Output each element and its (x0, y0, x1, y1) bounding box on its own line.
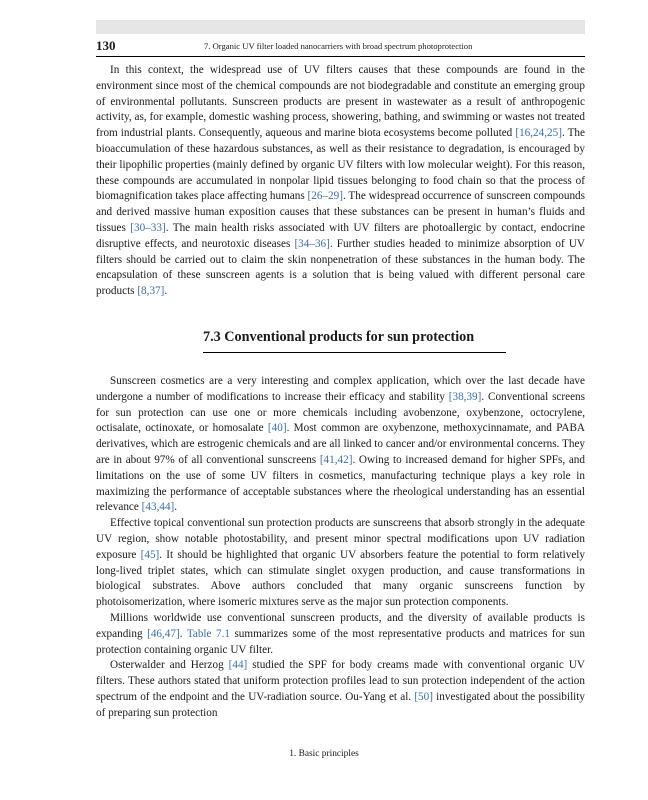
text-run: . Further studies headed to minimize absorption of UV filters should be carried out to claim the skin nonpenetration of these substances in the human body. The encapsulation of these sunscreen agents is a solution that is being valued with different personal care products (96, 237, 585, 298)
citation-link[interactable]: [44] (228, 659, 248, 672)
citation-link[interactable]: [16,24,25] (515, 127, 562, 140)
section-rule (203, 352, 506, 353)
citation-link[interactable]: Table 7.1 (186, 627, 230, 640)
text-run: . It should be highlighted that organic UV absorbers feature the potential to form relatively long-lived triplet states, which can stimulate singlet oxygen production, and cause transformations in biological substrates. Above authors concluded that many organic sunscreens function by photoisomerization, where isomeric mixtures serve as the major sun protection components. (96, 548, 585, 609)
running-head: 7. Organic UV filter loaded nanocarriers with broad spectrum photoprotection (204, 41, 473, 51)
section-title: 7.3 Conventional products for sun protection (203, 328, 475, 345)
citation-link[interactable]: [8,37] (137, 285, 165, 298)
page-footer: 1. Basic principles (289, 749, 359, 759)
paragraph (96, 611, 585, 658)
page-number: 130 (96, 38, 116, 53)
text-run: . (164, 285, 168, 298)
text-run: investigated about the possibility of preparing sun protection (96, 690, 585, 719)
citation-link[interactable]: [46,47] (147, 627, 180, 640)
citation-link[interactable]: [34–36] (294, 237, 330, 250)
citation-link[interactable]: [38,39] (448, 390, 482, 403)
page-body (96, 63, 585, 721)
page-header (96, 36, 585, 57)
text-run: . The widespread occurrence of sunscreen compounds and derived massive human exposition causes that these substances can be present in human’s fluids and tissues (96, 190, 585, 234)
citation-link[interactable]: [45] (140, 548, 160, 561)
paragraph (96, 658, 585, 721)
text-run: summarizes some of the most representative products and matrices for sun protection containing organic UV filter. (96, 627, 585, 656)
paragraph (96, 374, 585, 516)
text-run: studied the SPF for body creams made with conventional organic UV filters. These authors stated that uniform protection profiles lead to sun protection independent of the action spectrum of the endpoint and the UV-radiation source. Ou-Yang et al. (96, 659, 586, 703)
text-run: . (179, 627, 187, 640)
text-run: . Owing to increased demand for higher SPFs, and limitations on the use of some UV filters in cosmetics, manufacturing technique plays a key role in maximizing the performance of acceptable substances where the rheological understanding has an essential relevance (96, 453, 585, 514)
text-run: . (174, 501, 178, 514)
text-run: Sunscreen cosmetics are a very interesting and complex application, which over the last decade have undergone a number of modifications to increase their efficacy and stability (96, 374, 585, 403)
text-run: . The bioaccumulation of these hazardous substances, as well as their resistance to degradation, is encouraged by their lipophilic properties (mainly defined by organic UV filters with low molecular weight). For this reason, these compounds are accumulated in nonpolar lipid tissues belonging to food chain so that the process of biomagnification takes place affecting humans (96, 127, 585, 203)
text-run: Osterwalder and Herzog (110, 659, 229, 672)
section-heading (96, 326, 585, 354)
text-run: . Most common are oxybenzone, methoxycinnamate, and PABA derivatives, which are estrogenic chemicals and are all linked to cancer and/or environmental concerns. They are in about 97% of all conventional sunscreens (96, 422, 586, 466)
citation-link[interactable]: [50] (414, 690, 433, 703)
text-run: . Conventional screens for sun protection can use one or more chemicals including avobenzone, oxybenzone, octocrylene, octisalate, octinoxate, or homosalate (96, 390, 585, 435)
text-run: Effective topical conventional sun protection products are sunscreens that absorb strongly in the adequate UV region, show notable photostability, and present minor spectral modifications upon UV radiation exposure (96, 517, 585, 561)
citation-link[interactable]: [26–29] (307, 190, 343, 203)
citation-link[interactable]: [43,44] (141, 501, 175, 514)
citation-link[interactable]: [41,42] (319, 453, 353, 466)
text-run: In this context, the widespread use of UV filters causes that these compounds are found in the environment since most of the chemical compounds are not biodegradable and constitute an emerging group of environmental pollutants. Sunscreen products are present in wastewater as a result of anthropogenic activity, as, for example, domestic washing process, showering, bathing, and swimming or wastes not treated from industrial plants. Consequently, aqueous and marine biota ecosystems become polluted (96, 64, 585, 140)
text-run: . The main health risks associated with UV filters are photoallergic by contact, endocrine disruptive effects, and neurotoxic diseases (96, 221, 585, 250)
text-run: Millions worldwide use conventional sunscreen products, and the diversity of available products is expanding (96, 611, 585, 640)
paragraph (96, 63, 585, 300)
top-gray-bar (96, 20, 585, 34)
paragraph (96, 516, 585, 611)
citation-link[interactable]: [40] (267, 422, 287, 435)
citation-link[interactable]: [30–33] (130, 221, 166, 234)
